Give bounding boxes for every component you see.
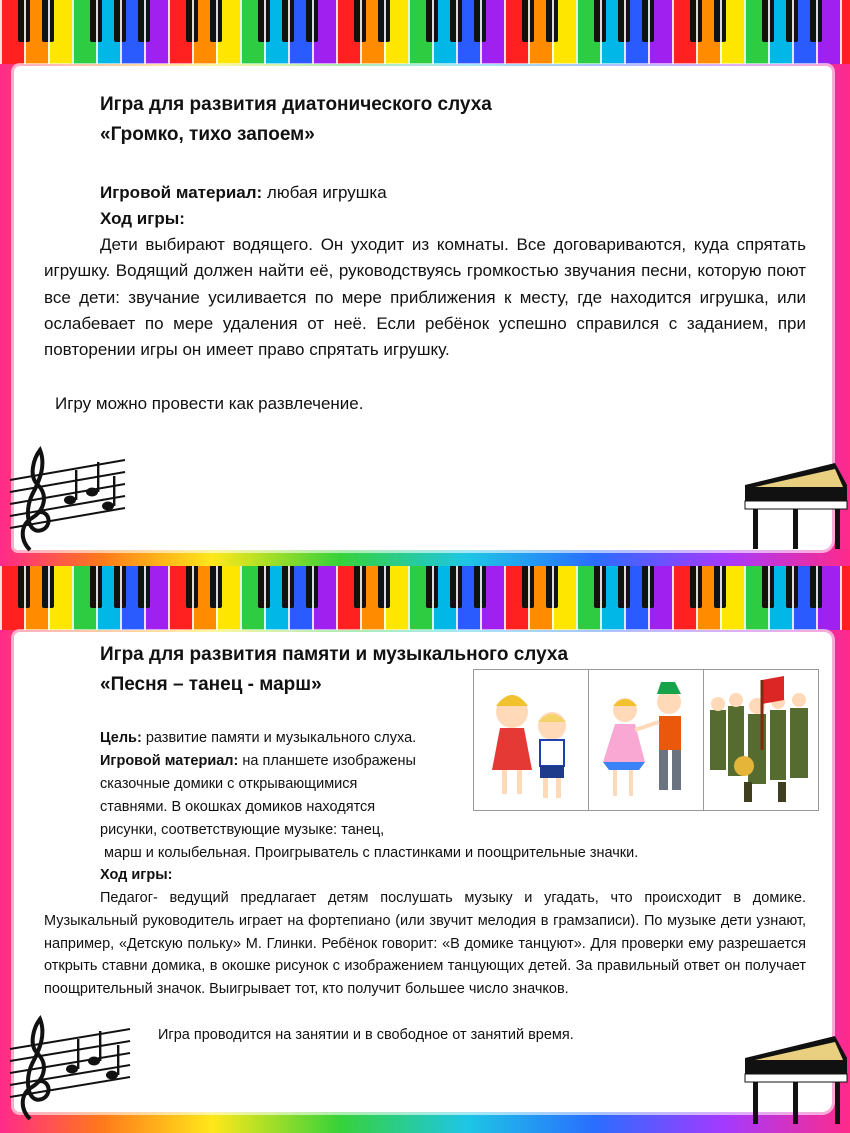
key-separator bbox=[480, 0, 482, 64]
key-separator bbox=[840, 566, 842, 630]
card2-material-line1: на планшете изображены bbox=[238, 753, 416, 769]
key-separator bbox=[576, 0, 578, 64]
key-separator bbox=[696, 0, 698, 64]
card2-course-label: Ход игры: bbox=[100, 867, 173, 883]
singing-children-picture bbox=[474, 670, 589, 810]
key-separator bbox=[408, 0, 410, 64]
key-separator bbox=[504, 0, 506, 64]
key-separator bbox=[48, 0, 50, 64]
treble-clef-icon bbox=[0, 440, 130, 565]
grand-piano-icon bbox=[735, 445, 850, 555]
card2-material-line5: марш и колыбельная. Проигрыватель с пластинками и поощрительные значки. bbox=[104, 845, 639, 861]
key-separator bbox=[744, 566, 746, 630]
card2-material bbox=[100, 750, 480, 773]
key-separator bbox=[288, 566, 290, 630]
grand-piano-icon-bottom bbox=[735, 1018, 850, 1130]
key-separator bbox=[312, 0, 314, 64]
key-separator bbox=[816, 0, 818, 64]
key-separator bbox=[216, 0, 218, 64]
key-separator bbox=[96, 0, 98, 64]
key-separator bbox=[264, 566, 266, 630]
key-separator bbox=[96, 566, 98, 630]
key-separator bbox=[624, 566, 626, 630]
key-separator bbox=[0, 566, 2, 630]
key-separator bbox=[456, 566, 458, 630]
key-separator bbox=[648, 0, 650, 64]
key-separator bbox=[480, 566, 482, 630]
dancing-children-picture bbox=[589, 670, 704, 810]
key-separator bbox=[672, 0, 674, 64]
card1-course-label: Ход игры: bbox=[100, 209, 185, 228]
key-separator bbox=[336, 566, 338, 630]
key-separator bbox=[24, 0, 26, 64]
key-separator bbox=[528, 566, 530, 630]
key-separator bbox=[264, 0, 266, 64]
key-separator bbox=[360, 0, 362, 64]
card2-title-line1: Игра для развития памяти и музыкального слуха bbox=[100, 644, 569, 665]
key-separator bbox=[360, 566, 362, 630]
card1-note: Игру можно провести как развлечение. bbox=[55, 394, 364, 413]
card1-material-value: любая игрушка bbox=[262, 183, 387, 202]
key-separator bbox=[0, 0, 2, 64]
card2-body: Педагог- ведущий предлагает детям послушать музыку и угадать, что происходит в домике. Музыкальный руководитель играет на фортепиано (или звучит мелодия в грамзаписи). По музыке дети узнают, например, «Детскую польку» М. Глинки. Ребёнок говорит: «В домике танцуют». Для проверки ему разрешается открыть ставни домика, в окошке рисунок с изображением танцующих детей. За правильный ответ он получает поощрительный значок. Выигрывает тот, кто получит большее число значков. bbox=[44, 890, 806, 998]
key-separator bbox=[192, 0, 194, 64]
key-separator bbox=[432, 0, 434, 64]
key-separator bbox=[240, 0, 242, 64]
key-separator bbox=[624, 0, 626, 64]
key-separator bbox=[288, 0, 290, 64]
piano-keys-middle bbox=[0, 566, 850, 630]
card2-goal-value: развитие памяти и музыкального слуха. bbox=[141, 730, 417, 746]
key-separator bbox=[72, 566, 74, 630]
key-separator bbox=[432, 566, 434, 630]
key-separator bbox=[240, 566, 242, 630]
key-separator bbox=[336, 0, 338, 64]
key-separator bbox=[48, 566, 50, 630]
illustrations-strip bbox=[473, 669, 819, 811]
key-separator bbox=[552, 0, 554, 64]
card2-title-line2: «Песня – танец - марш» bbox=[100, 674, 322, 695]
key-separator bbox=[120, 566, 122, 630]
card1-material-label: Игровой материал: bbox=[100, 183, 263, 202]
card1-title-line2: «Громко, тихо запоем» bbox=[100, 124, 315, 145]
card1-material bbox=[100, 180, 800, 206]
key-separator bbox=[672, 566, 674, 630]
key-separator bbox=[720, 566, 722, 630]
key-separator bbox=[144, 0, 146, 64]
key-separator bbox=[768, 0, 770, 64]
card2-note: Игра проводится на занятии и в свободное от занятий время. bbox=[158, 1027, 574, 1043]
key-separator bbox=[384, 566, 386, 630]
key-separator bbox=[552, 566, 554, 630]
key-separator bbox=[600, 566, 602, 630]
key-separator bbox=[456, 0, 458, 64]
key-separator bbox=[816, 566, 818, 630]
card1-title bbox=[100, 90, 492, 150]
card2-material-label: Игровой материал: bbox=[100, 753, 239, 769]
key-separator bbox=[792, 0, 794, 64]
key-separator bbox=[168, 566, 170, 630]
key-separator bbox=[744, 0, 746, 64]
card2-goal-label: Цель: bbox=[100, 730, 142, 746]
key-separator bbox=[648, 566, 650, 630]
key-separator bbox=[168, 0, 170, 64]
key-separator bbox=[216, 566, 218, 630]
card2-material-line3: ставнями. В окошках домиков находятся bbox=[100, 799, 376, 815]
key-separator bbox=[720, 0, 722, 64]
card2-material-line4: рисунки, соответствующие музыке: танец, bbox=[100, 822, 385, 838]
key-separator bbox=[768, 566, 770, 630]
card1-body: Дети выбирают водящего. Он уходит из комнаты. Все договариваются, куда спрятать игрушку. Водящий должен найти её, руководствуясь громкостью звучания песни, которую поют все дети: звучание усиливается по мере приближения к месту, где находится игрушка, или ослабевает по мере удаления от неё. Если ребёнок успешно справился с заданием, при повторении игры он имеет право спрятать игрушку. bbox=[44, 235, 806, 360]
key-separator bbox=[24, 566, 26, 630]
piano-keys-top bbox=[0, 0, 850, 64]
key-separator bbox=[504, 566, 506, 630]
marching-band-picture bbox=[704, 670, 818, 810]
card2-material-line2: сказочные домики с открывающимися bbox=[100, 776, 358, 792]
key-separator bbox=[576, 566, 578, 630]
key-separator bbox=[696, 566, 698, 630]
key-separator bbox=[144, 566, 146, 630]
key-separator bbox=[312, 566, 314, 630]
key-separator bbox=[600, 0, 602, 64]
card2-goal bbox=[100, 727, 480, 750]
treble-clef-icon-bottom bbox=[0, 1005, 135, 1133]
key-separator bbox=[384, 0, 386, 64]
key-separator bbox=[792, 566, 794, 630]
key-separator bbox=[192, 566, 194, 630]
card1-title-line1: Игра для развития диатонического слуха bbox=[100, 94, 492, 115]
key-separator bbox=[72, 0, 74, 64]
key-separator bbox=[528, 0, 530, 64]
key-separator bbox=[408, 566, 410, 630]
key-separator bbox=[840, 0, 842, 64]
key-separator bbox=[120, 0, 122, 64]
